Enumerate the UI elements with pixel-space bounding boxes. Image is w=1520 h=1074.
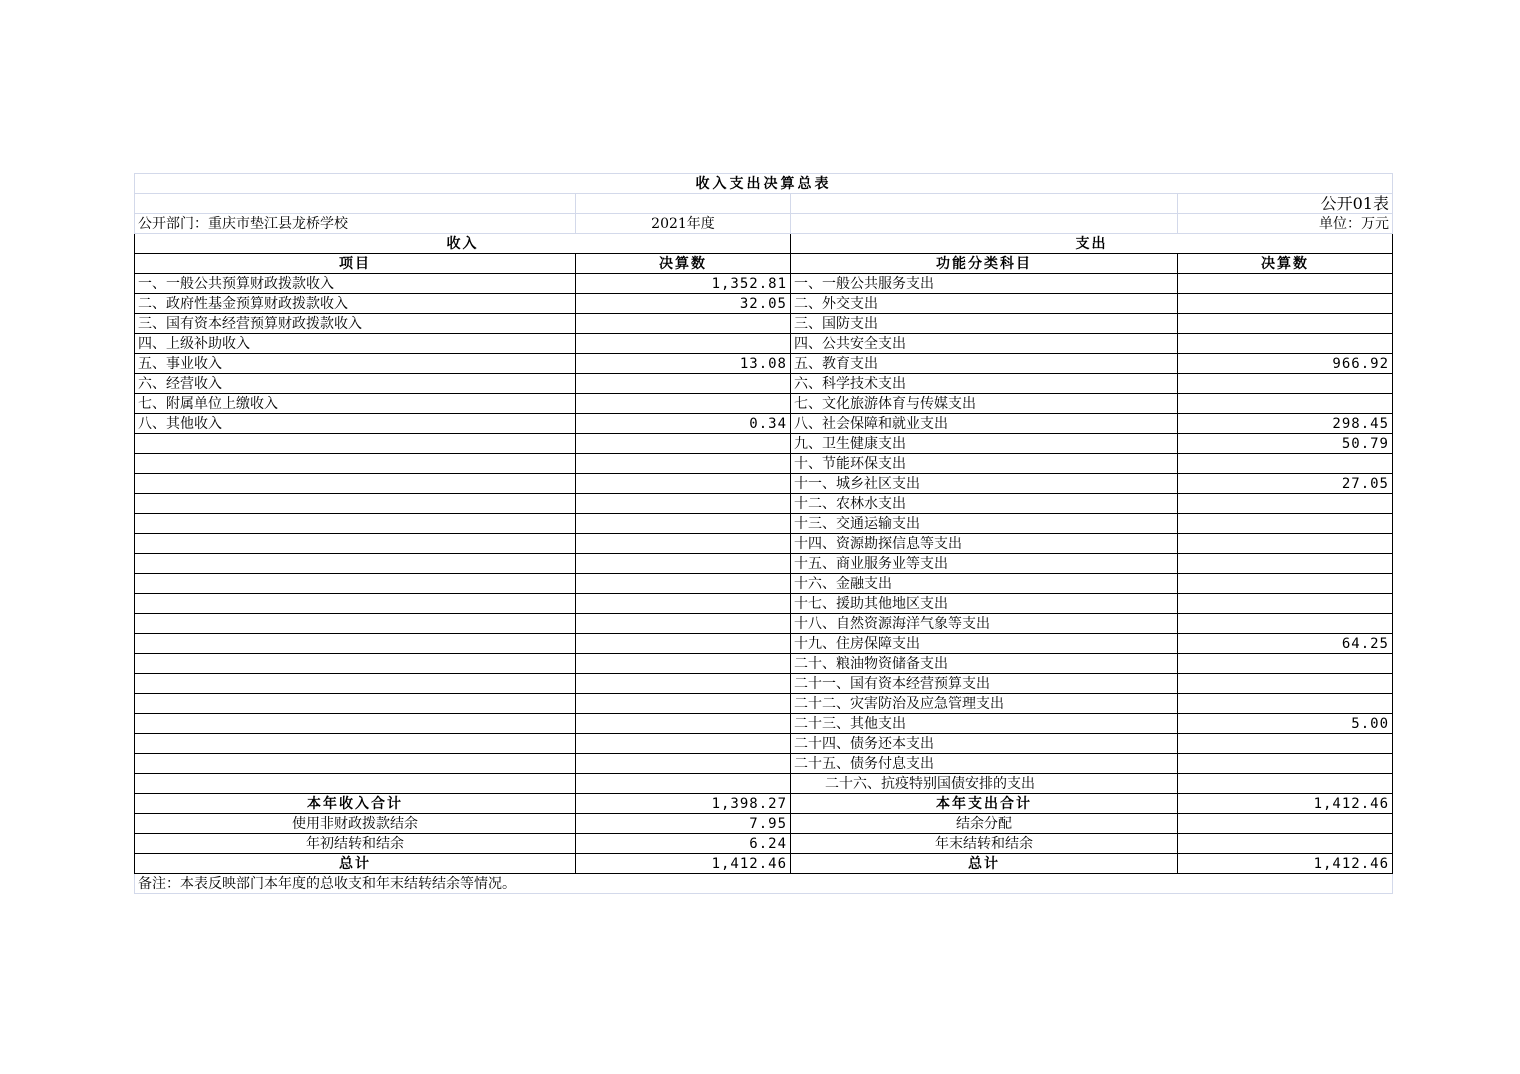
expense-item-value [1178, 334, 1393, 354]
grand-expense-value: 1,412.46 [1178, 854, 1393, 874]
table-row [135, 594, 1393, 614]
grand-income-label: 总计 [135, 854, 576, 874]
table-title: 收入支出决算总表 [135, 174, 1393, 194]
col-header-amount: 决算数 [576, 254, 791, 274]
table-row [135, 714, 1393, 734]
expense-item-label: 十、节能环保支出 [791, 454, 1178, 474]
expense-item-value [1178, 614, 1393, 634]
table-row [135, 534, 1393, 554]
income-item-value [576, 514, 791, 534]
expense-item-label: 二十四、债务还本支出 [791, 734, 1178, 754]
expense-item-value [1178, 594, 1393, 614]
table-row [135, 474, 1393, 494]
income-item-label [135, 554, 576, 574]
table-row [135, 274, 1393, 294]
table-row [135, 374, 1393, 394]
nonfiscal-value: 7.95 [576, 814, 791, 834]
income-total-label: 本年收入合计 [135, 794, 576, 814]
income-item-label [135, 734, 576, 754]
expense-item-label: 十二、农林水支出 [791, 494, 1178, 514]
expense-item-value: 298.45 [1178, 414, 1393, 434]
income-item-label [135, 634, 576, 654]
expense-item-value: 50.79 [1178, 434, 1393, 454]
expense-item-label: 四、公共安全支出 [791, 334, 1178, 354]
expense-item-label: 八、社会保障和就业支出 [791, 414, 1178, 434]
income-item-value: 0.34 [576, 414, 791, 434]
income-item-value [576, 494, 791, 514]
expense-item-value [1178, 394, 1393, 414]
income-item-value [576, 574, 791, 594]
expense-item-value [1178, 774, 1393, 794]
expense-item-label: 十三、交通运输支出 [791, 514, 1178, 534]
expense-item-value: 27.05 [1178, 474, 1393, 494]
income-item-label [135, 594, 576, 614]
col-header-amount2: 决算数 [1178, 254, 1393, 274]
table-row [135, 554, 1393, 574]
col-header-function: 功能分类科目 [791, 254, 1178, 274]
expense-item-label: 二、外交支出 [791, 294, 1178, 314]
end-balance-value [1178, 834, 1393, 854]
income-item-label: 三、国有资本经营预算财政拨款收入 [135, 314, 576, 334]
income-item-value [576, 674, 791, 694]
income-item-label: 五、事业收入 [135, 354, 576, 374]
expense-item-value [1178, 574, 1393, 594]
expense-item-value [1178, 294, 1393, 314]
income-item-value [576, 754, 791, 774]
expense-item-label: 二十、粮油物资储备支出 [791, 654, 1178, 674]
income-item-label: 八、其他收入 [135, 414, 576, 434]
income-section-header: 收入 [135, 234, 791, 254]
table-row [135, 774, 1393, 794]
department-label: 公开部门：重庆市垫江县龙桥学校 [135, 214, 576, 234]
table-row [135, 314, 1393, 334]
income-item-label [135, 714, 576, 734]
table-row [135, 654, 1393, 674]
expense-item-value [1178, 514, 1393, 534]
income-item-label [135, 514, 576, 534]
grand-expense-label: 总计 [791, 854, 1178, 874]
income-total-value: 1,398.27 [576, 794, 791, 814]
table-number: 公开01表 [1178, 194, 1393, 214]
income-item-value [576, 434, 791, 454]
expense-item-value [1178, 554, 1393, 574]
unit-label: 单位：万元 [1178, 214, 1393, 234]
table-row [135, 614, 1393, 634]
income-item-label [135, 494, 576, 514]
income-item-label [135, 614, 576, 634]
income-item-label [135, 654, 576, 674]
expense-total-label: 本年支出合计 [791, 794, 1178, 814]
expense-total-value: 1,412.46 [1178, 794, 1393, 814]
expense-item-value [1178, 654, 1393, 674]
table-row [135, 734, 1393, 754]
begin-balance-value: 6.24 [576, 834, 791, 854]
table-row [135, 634, 1393, 654]
income-item-label: 七、附属单位上缴收入 [135, 394, 576, 414]
income-item-value [576, 694, 791, 714]
income-item-label [135, 774, 576, 794]
income-item-value: 32.05 [576, 294, 791, 314]
table-row [135, 494, 1393, 514]
income-item-value [576, 594, 791, 614]
income-item-value [576, 774, 791, 794]
expense-item-value [1178, 674, 1393, 694]
begin-balance-label: 年初结转和结余 [135, 834, 576, 854]
expense-item-value: 5.00 [1178, 714, 1393, 734]
income-item-label: 一、一般公共预算财政拨款收入 [135, 274, 576, 294]
table-note: 备注：本表反映部门本年度的总收支和年末结转结余等情况。 [135, 874, 1393, 894]
expense-item-label: 六、科学技术支出 [791, 374, 1178, 394]
surplus-alloc-value [1178, 814, 1393, 834]
expense-item-label: 五、教育支出 [791, 354, 1178, 374]
end-balance-label: 年末结转和结余 [791, 834, 1178, 854]
income-item-value [576, 554, 791, 574]
col-header-item: 项目 [135, 254, 576, 274]
expense-item-label: 二十二、灾害防治及应急管理支出 [791, 694, 1178, 714]
expense-item-label: 十九、住房保障支出 [791, 634, 1178, 654]
expense-item-value [1178, 694, 1393, 714]
income-item-label: 六、经营收入 [135, 374, 576, 394]
income-item-value [576, 474, 791, 494]
expense-item-label: 九、卫生健康支出 [791, 434, 1178, 454]
table-row [135, 334, 1393, 354]
income-item-label: 四、上级补助收入 [135, 334, 576, 354]
expense-item-label: 十七、援助其他地区支出 [791, 594, 1178, 614]
income-item-value: 1,352.81 [576, 274, 791, 294]
income-item-label [135, 434, 576, 454]
grand-income-value: 1,412.46 [576, 854, 791, 874]
income-item-label [135, 454, 576, 474]
expense-item-label: 十四、资源勘探信息等支出 [791, 534, 1178, 554]
income-item-value: 13.08 [576, 354, 791, 374]
table-row [135, 434, 1393, 454]
income-item-label [135, 534, 576, 554]
expense-item-label: 二十三、其他支出 [791, 714, 1178, 734]
expense-item-label: 十一、城乡社区支出 [791, 474, 1178, 494]
income-item-label: 二、政府性基金预算财政拨款收入 [135, 294, 576, 314]
expense-item-label: 一、一般公共服务支出 [791, 274, 1178, 294]
expense-item-label: 十八、自然资源海洋气象等支出 [791, 614, 1178, 634]
expense-item-label: 十六、金融支出 [791, 574, 1178, 594]
expense-item-value: 966.92 [1178, 354, 1393, 374]
table-row [135, 674, 1393, 694]
table-row [135, 754, 1393, 774]
expense-item-label: 二十六、抗疫特别国债安排的支出 [791, 774, 1178, 794]
fiscal-year: 2021年度 [576, 214, 791, 234]
table-row [135, 514, 1393, 534]
income-item-value [576, 374, 791, 394]
income-item-value [576, 654, 791, 674]
income-item-value [576, 614, 791, 634]
income-item-value [576, 714, 791, 734]
expense-item-value [1178, 454, 1393, 474]
expense-item-value [1178, 494, 1393, 514]
expense-item-label: 七、文化旅游体育与传媒支出 [791, 394, 1178, 414]
expense-item-label: 十五、商业服务业等支出 [791, 554, 1178, 574]
budget-summary-table [134, 173, 1393, 894]
expense-item-value [1178, 314, 1393, 334]
expense-item-value [1178, 274, 1393, 294]
expense-item-value [1178, 374, 1393, 394]
table-row [135, 574, 1393, 594]
income-item-value [576, 634, 791, 654]
income-item-value [576, 454, 791, 474]
expense-item-value [1178, 754, 1393, 774]
expense-item-label: 二十一、国有资本经营预算支出 [791, 674, 1178, 694]
table-row [135, 454, 1393, 474]
income-item-label [135, 574, 576, 594]
income-item-value [576, 314, 791, 334]
surplus-alloc-label: 结余分配 [791, 814, 1178, 834]
expense-item-label: 三、国防支出 [791, 314, 1178, 334]
income-item-label [135, 754, 576, 774]
table-row [135, 294, 1393, 314]
income-item-value [576, 534, 791, 554]
table-row [135, 354, 1393, 374]
expense-section-header: 支出 [791, 234, 1393, 254]
expense-item-label: 二十五、债务付息支出 [791, 754, 1178, 774]
income-item-label [135, 474, 576, 494]
expense-item-value [1178, 534, 1393, 554]
income-item-label [135, 694, 576, 714]
income-item-value [576, 334, 791, 354]
income-item-value [576, 734, 791, 754]
expense-item-value: 64.25 [1178, 634, 1393, 654]
nonfiscal-label: 使用非财政拨款结余 [135, 814, 576, 834]
income-item-label [135, 674, 576, 694]
table-row [135, 694, 1393, 714]
table-row [135, 414, 1393, 434]
expense-item-value [1178, 734, 1393, 754]
table-row [135, 394, 1393, 414]
income-item-value [576, 394, 791, 414]
